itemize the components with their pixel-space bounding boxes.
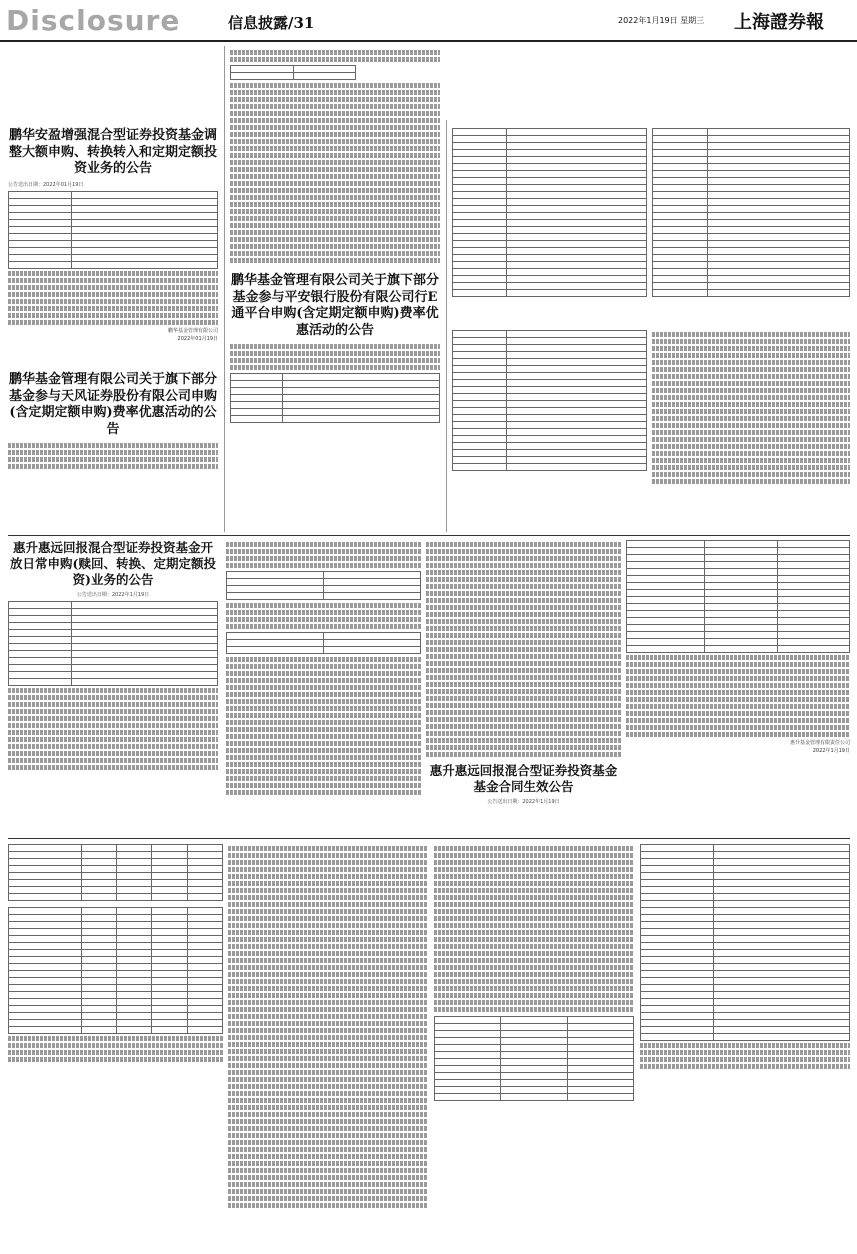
fund-info-table (8, 191, 218, 269)
bottom-text-col-1 (228, 844, 428, 1244)
brand-logo: Disclosure (6, 4, 181, 37)
article-title: 鹏华基金管理有限公司关于旗下部分基金参与天风证券股份有限公司申购(含定期定额申购)费率优惠活动的公告 (8, 372, 217, 437)
financial-table (8, 844, 223, 1244)
article-huisheng-contract (626, 540, 850, 832)
article-date: 公告送出日期：2022年1月19日 (76, 592, 150, 598)
section-rule (8, 838, 850, 839)
article-body (8, 271, 218, 325)
newspaper-name: 上海證券報 (734, 12, 824, 33)
article-title: 惠升惠远回报混合型证券投资基金基金合同生效公告 (429, 763, 618, 794)
fund-list-table-right (652, 128, 850, 328)
fund-info-table (8, 601, 218, 686)
article-huisheng-open-cont-2 (426, 540, 621, 832)
article-body-top (230, 50, 440, 263)
article-date: 公告送出日期：2022年01月19日 (8, 181, 84, 188)
fund-list-table-left-2 (452, 330, 647, 530)
contract-info-table (626, 540, 850, 653)
article-body (8, 688, 218, 770)
section-title: 信息披露/31 (228, 14, 315, 32)
bottom-text-col-2 (434, 844, 634, 1244)
article-signature: 鹏华基金管理有限公司 (167, 327, 218, 334)
article-sign-date: 2022年1月19日 (812, 748, 850, 754)
column-divider (224, 46, 225, 532)
article-huisheng-open (8, 540, 218, 832)
bottom-form-table (640, 844, 850, 1244)
page-header (0, 0, 857, 42)
section-rule (8, 535, 850, 536)
article-penghua-pingan (230, 48, 440, 528)
article-sign-date: 2022年01月19日 (177, 335, 218, 342)
article-continuation-right (652, 330, 850, 530)
article-penghua-tianfeng (8, 372, 218, 530)
article-body (8, 443, 218, 469)
article-title: 惠升惠远回报混合型证券投资基金开放日常申购(赎回、转换、定期定额投资)业务的公告 (10, 540, 216, 587)
issue-date: 2022年1月19日 星期三 (618, 16, 705, 25)
article-title: 鹏华安盈增强混合型证券投资基金调整大额申购、转换转入和定期定额投资业务的公告 (8, 128, 217, 177)
column-divider (446, 120, 447, 532)
fund-list-table-left (452, 128, 647, 328)
article-penghua-anying (8, 128, 218, 342)
article-body (230, 344, 440, 423)
article-date: 公告送出日期：2022年1月19日 (487, 799, 560, 805)
article-signature: 惠升基金管理有限责任公司 (789, 740, 850, 746)
article-title: 鹏华基金管理有限公司关于旗下部分基金参与平安银行股份有限公司行E通平台申购(含定期定额申购)费率优惠活动的公告 (230, 273, 439, 338)
article-huisheng-open-cont-1 (226, 540, 421, 832)
